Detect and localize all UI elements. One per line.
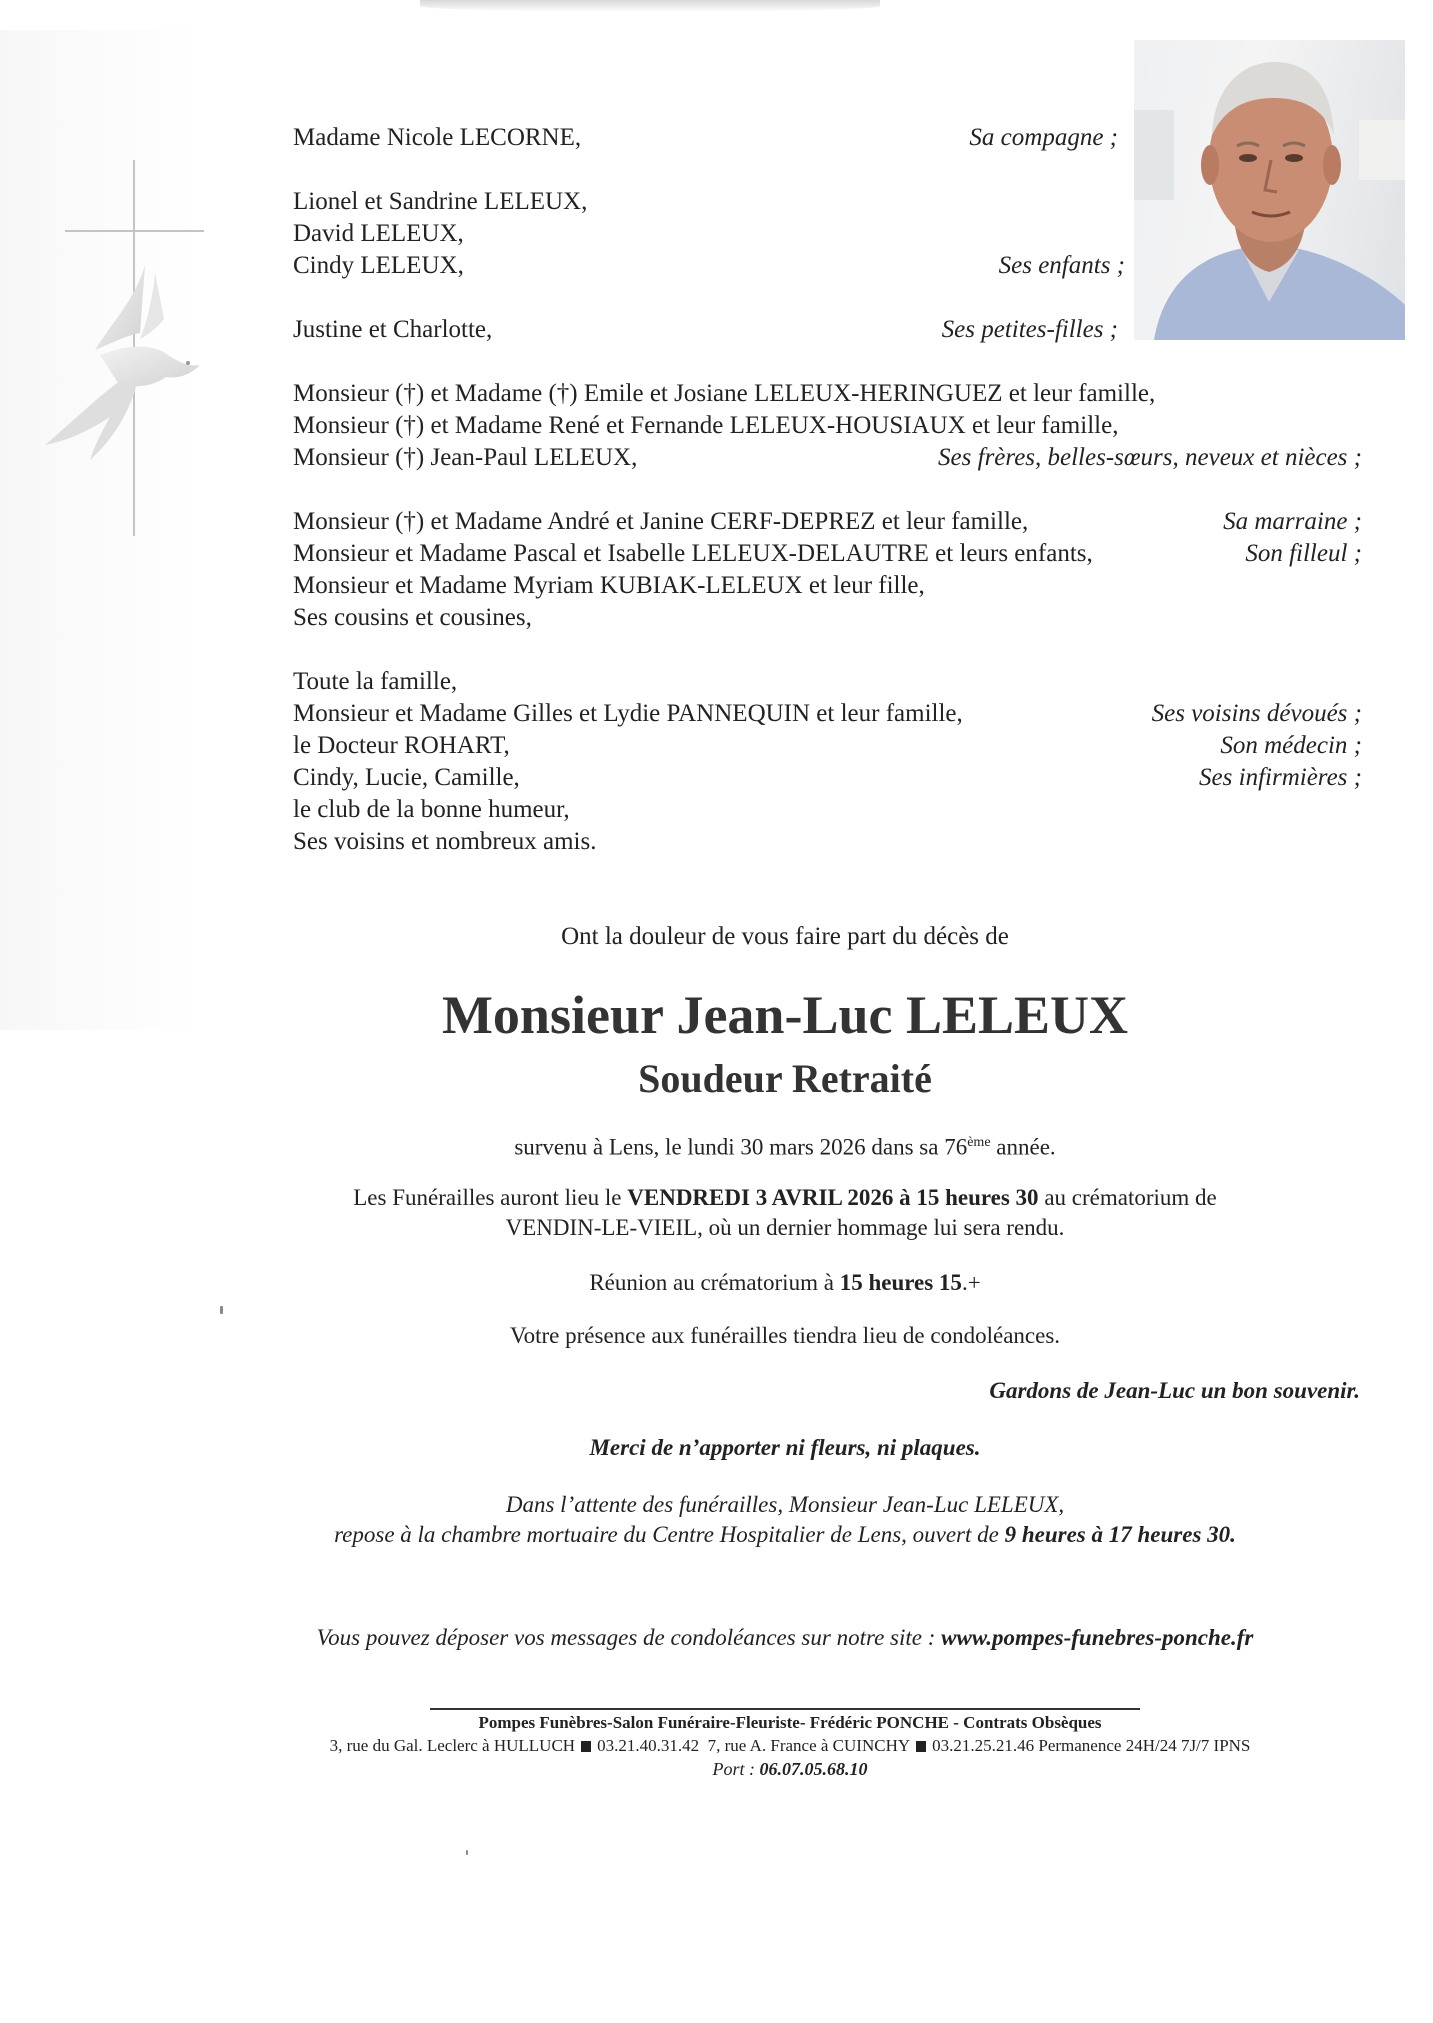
meeting-suffix: .+ bbox=[961, 1270, 981, 1295]
godmother-role: Sa marraine ; bbox=[1223, 508, 1362, 535]
cross-icon-horizontal bbox=[65, 230, 204, 232]
other-line: le Docteur ROHART, bbox=[293, 732, 510, 759]
portrait-photo bbox=[1134, 40, 1405, 340]
phone-icon bbox=[916, 1741, 926, 1752]
companion-role: Sa compagne ; bbox=[969, 124, 1118, 151]
godparent-line: Monsieur et Madame Myriam KUBIAK-LELEUX et leur fille, bbox=[293, 572, 925, 599]
funeral-location: VENDIN-LE-VIEIL, où un dernier hommage lui sera rendu. bbox=[505, 1215, 1065, 1240]
footer-permanence: Permanence 24H/24 7J/7 IPNS bbox=[1038, 1736, 1251, 1755]
dove-icon bbox=[40, 255, 215, 465]
funeral-intro: Les Funérailles auront lieu le bbox=[353, 1185, 628, 1210]
footer-phone-hulluch: 03.21.40.31.42 bbox=[597, 1736, 700, 1755]
sibling-line: Monsieur (†) et Madame René et Fernande LELEUX-HOUSIAUX et leur famille, bbox=[293, 412, 1119, 439]
footer-divider bbox=[430, 1708, 1140, 1710]
footer-address-hulluch: 3, rue du Gal. Leclerc à HULLUCH bbox=[329, 1736, 576, 1755]
resting-location: repose à la chambre mortuaire du Centre Hospitalier de Lens, ouvert de bbox=[334, 1522, 1005, 1547]
footer-company: Pompes Funèbres-Salon Funéraire-Fleuriste- Frédéric PONCHE - Contrats Obsèques bbox=[478, 1713, 1102, 1732]
footer-phone-cuinchy: 03.21.25.21.46 bbox=[932, 1736, 1035, 1755]
other-line: Ses voisins et nombreux amis. bbox=[293, 828, 597, 855]
phone-icon bbox=[581, 1741, 591, 1752]
footer-port-number: 06.07.05.68.10 bbox=[759, 1759, 868, 1779]
siblings-role: Ses frères, belles-sœurs, neveux et nièces ; bbox=[938, 444, 1362, 471]
godparent-line: Monsieur (†) et Madame André et Janine CERF-DEPREZ et leur famille, bbox=[293, 508, 1029, 535]
sibling-line: Monsieur (†) Jean-Paul LELEUX, bbox=[293, 444, 638, 471]
website-text: Vous pouvez déposer vos messages de condoléances sur notre site : bbox=[316, 1625, 942, 1650]
death-details bbox=[230, 1128, 1340, 1163]
condolences-note: Votre présence aux funérailles tiendra lieu de condoléances. bbox=[509, 1323, 1061, 1348]
scan-shadow bbox=[420, 0, 880, 12]
child-name: Cindy LELEUX, bbox=[293, 252, 464, 279]
resting-line-2 bbox=[230, 1520, 1340, 1550]
sibling-line: Monsieur (†) et Madame (†) Emile et Josiane LELEUX-HERINGUEZ et leur famille, bbox=[293, 380, 1156, 407]
footer-address-cuinchy: 7, rue A. France à CUINCHY bbox=[707, 1736, 911, 1755]
footer-addresses bbox=[200, 1735, 1380, 1757]
children-role: Ses enfants ; bbox=[998, 252, 1125, 279]
death-suffix: année. bbox=[990, 1134, 1056, 1160]
deceased-name: Monsieur Jean-Luc LELEUX bbox=[441, 985, 1129, 1045]
doctor-role: Son médecin ; bbox=[1220, 732, 1362, 759]
companion-name: Madame Nicole LECORNE, bbox=[293, 124, 582, 151]
decorative-band bbox=[0, 30, 200, 1030]
other-line: Toute la famille, bbox=[293, 668, 458, 695]
website-link[interactable]: www.pompes-funebres-ponche.fr bbox=[941, 1625, 1254, 1650]
death-ordinal: ème bbox=[967, 1135, 991, 1150]
resting-hours: 9 heures à 17 heures 30. bbox=[1004, 1522, 1236, 1547]
granddaughters-role: Ses petites-filles ; bbox=[941, 316, 1118, 343]
other-line: le club de la bonne humeur, bbox=[293, 796, 570, 823]
no-flowers-note: Merci de n’apporter ni fleurs, ni plaques. bbox=[589, 1435, 981, 1460]
meeting-details bbox=[230, 1268, 1340, 1298]
nurses-role: Ses infirmières ; bbox=[1199, 764, 1362, 791]
death-text: survenu à Lens, le lundi 30 mars 2026 dans sa 76 bbox=[514, 1134, 968, 1160]
godson-role: Son filleul ; bbox=[1245, 540, 1362, 567]
other-line: Cindy, Lucie, Camille, bbox=[293, 764, 520, 791]
godparent-line: Ses cousins et cousines, bbox=[293, 604, 532, 631]
footer-port-label: Port : bbox=[712, 1759, 760, 1779]
neighbors-role: Ses voisins dévoués ; bbox=[1151, 700, 1362, 727]
other-line: Monsieur et Madame Gilles et Lydie PANNEQUIN et leur famille, bbox=[293, 700, 963, 727]
scan-speck bbox=[466, 1850, 468, 1855]
meeting-time: 15 heures 15 bbox=[839, 1270, 962, 1295]
funeral-details bbox=[230, 1183, 1340, 1213]
remember-note: Gardons de Jean-Luc un bon souvenir. bbox=[989, 1378, 1360, 1403]
child-name: David LELEUX, bbox=[293, 220, 464, 247]
granddaughters-names: Justine et Charlotte, bbox=[293, 316, 493, 343]
meeting-intro: Réunion au crématorium à bbox=[589, 1270, 840, 1295]
resting-line-1: Dans l’attente des funérailles, Monsieur Jean-Luc LELEUX, bbox=[505, 1492, 1065, 1517]
footer-port bbox=[200, 1758, 1380, 1780]
godparent-line: Monsieur et Madame Pascal et Isabelle LELEUX-DELAUTRE et leurs enfants, bbox=[293, 540, 1093, 567]
deceased-profession: Soudeur Retraité bbox=[638, 1056, 932, 1101]
scan-speck bbox=[220, 1306, 223, 1314]
funeral-datetime: VENDREDI 3 AVRIL 2026 à 15 heures 30 bbox=[627, 1185, 1039, 1210]
child-name: Lionel et Sandrine LELEUX, bbox=[293, 188, 588, 215]
announcement: Ont la douleur de vous faire part du décès de bbox=[561, 923, 1009, 950]
website-note bbox=[230, 1623, 1340, 1653]
funeral-place: au crématorium de bbox=[1038, 1185, 1217, 1210]
